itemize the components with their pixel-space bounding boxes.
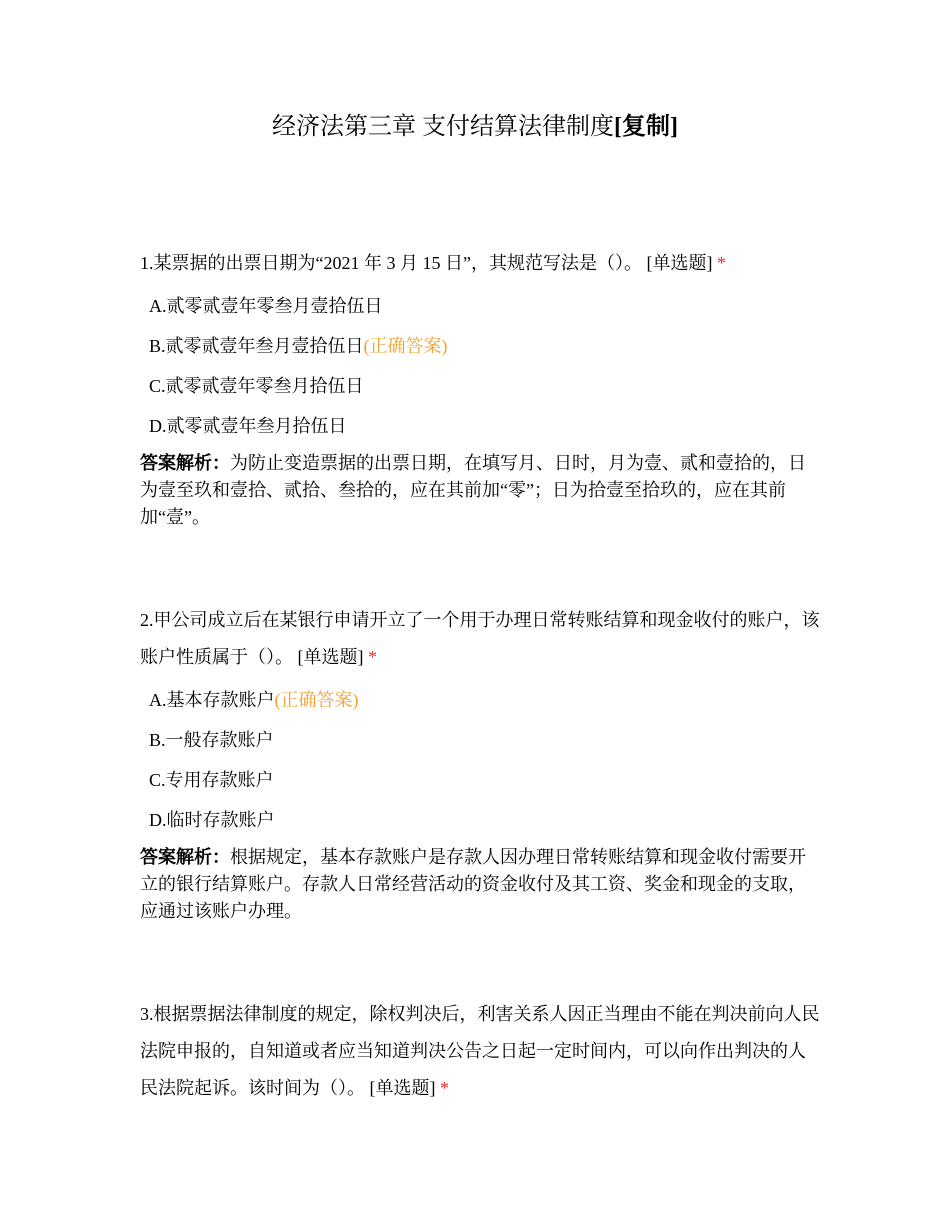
question-type-label: [单选题] <box>369 1078 436 1098</box>
option-text: B.一般存款账户 <box>149 730 274 750</box>
question-stem <box>140 602 820 676</box>
option-text: C.贰零贰壹年零叁月拾伍日 <box>149 376 364 396</box>
question-1 <box>140 245 820 531</box>
question-2 <box>140 602 820 925</box>
option-text: D.贰零贰壹年叁月拾伍日 <box>149 416 347 436</box>
required-mark: * <box>716 253 726 273</box>
option-a <box>140 286 820 326</box>
option-text: B.贰零贰壹年叁月壹拾伍日 <box>149 336 364 356</box>
answer-analysis <box>140 450 820 531</box>
analysis-label: 答案解析： <box>140 847 230 867</box>
option-b <box>140 326 820 366</box>
option-list <box>140 680 820 840</box>
correct-answer-label: (正确答案) <box>274 690 359 710</box>
analysis-label: 答案解析： <box>140 453 230 473</box>
page-title-suffix: [复制] <box>614 114 678 140</box>
option-c <box>140 760 820 800</box>
page-title-main: 经济法第三章 支付结算法律制度 <box>272 114 614 140</box>
question-text: 某票据的出票日期为“2021 年 3 月 15 日”，其规范写法是（）。 <box>153 253 642 273</box>
option-d <box>140 800 820 840</box>
option-text: C.专用存款账户 <box>149 770 274 790</box>
question-type-label: [单选题] <box>646 253 713 273</box>
required-mark: * <box>440 1078 449 1098</box>
question-text: 甲公司成立后在某银行申请开立了一个用于办理日常转账结算和现金收付的账户，该账户性质属于（）。 <box>140 610 820 667</box>
question-3 <box>140 996 820 1107</box>
question-number: 1. <box>140 253 154 273</box>
correct-answer-label: (正确答案) <box>363 336 448 356</box>
analysis-text: 根据规定，基本存款账户是存款人因办理日常转账结算和现金收付需要开立的银行结算账户。存款人日常经营活动的资金收付及其工资、奖金和现金的支取，应通过该账户办理。 <box>140 847 806 921</box>
question-text: 根据票据法律制度的规定，除权判决后，利害关系人因正当理由不能在判决前向人民法院申报的，自知道或者应当知道判决公告之日起一定时间内，可以向作出判决的人民法院起诉。该时间为（）。 <box>140 1004 820 1098</box>
question-stem <box>140 996 820 1107</box>
option-c <box>140 366 820 406</box>
question-type-label: [单选题] <box>297 647 364 667</box>
option-a <box>140 680 820 720</box>
page-title <box>0 110 950 144</box>
option-text: D.临时存款账户 <box>149 810 275 830</box>
option-list <box>140 286 820 446</box>
required-mark: * <box>368 647 377 667</box>
question-number: 3. <box>140 1004 154 1024</box>
question-number: 2. <box>140 610 154 630</box>
option-b <box>140 720 820 760</box>
analysis-text: 为防止变造票据的出票日期，在填写月、日时，月为壹、贰和壹拾的，日为壹至玖和壹拾、贰拾、叁拾的，应在其前加“零”；日为拾壹至拾玖的，应在其前加“壹”。 <box>140 453 806 527</box>
option-text: A.基本存款账户 <box>149 690 275 710</box>
question-stem <box>140 245 820 282</box>
option-d <box>140 406 820 446</box>
answer-analysis <box>140 844 820 925</box>
option-text: A.贰零贰壹年零叁月壹拾伍日 <box>149 296 383 316</box>
